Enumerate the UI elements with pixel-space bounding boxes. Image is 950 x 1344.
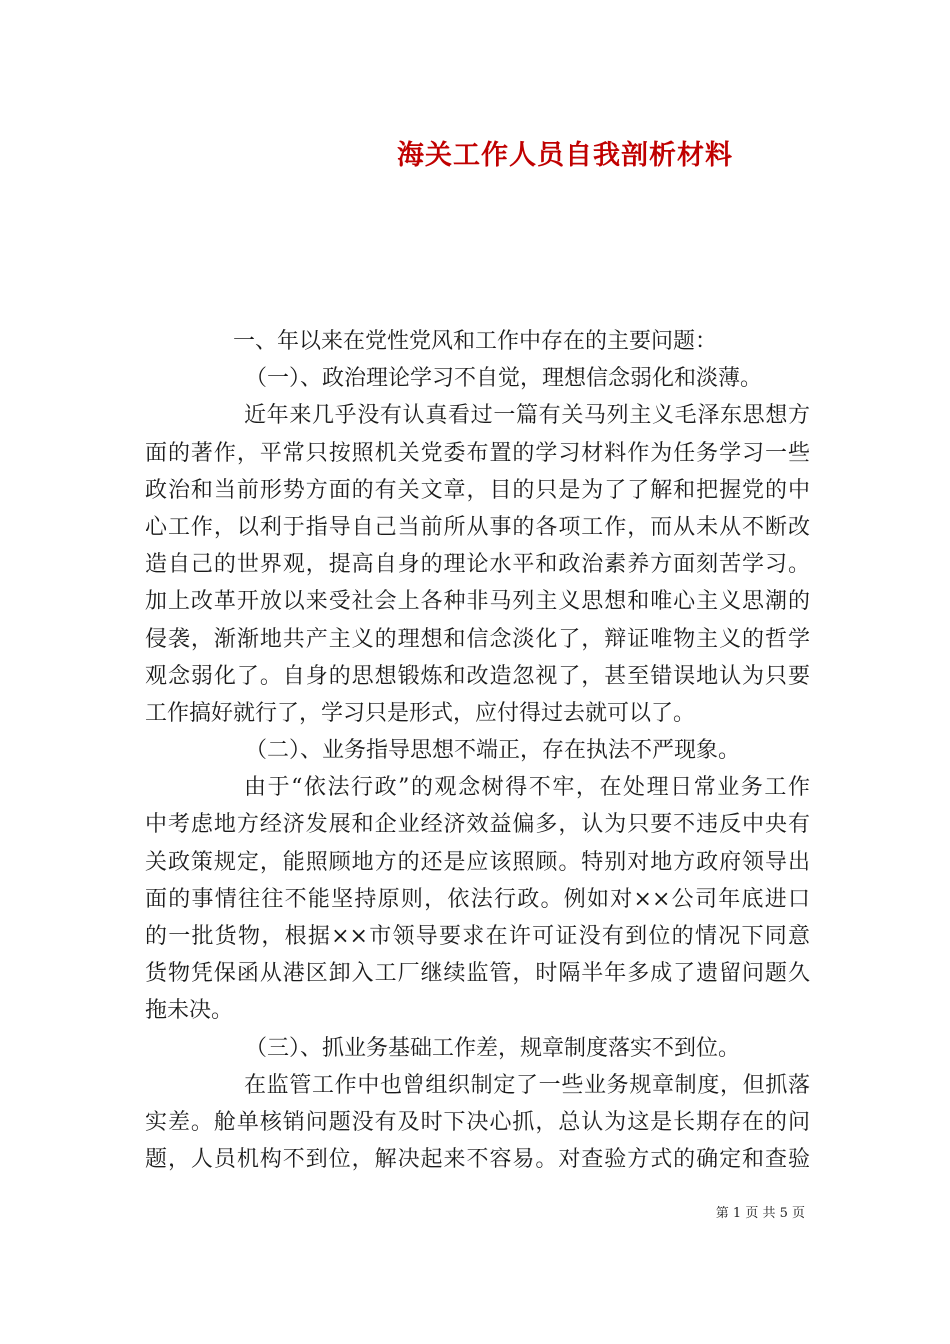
paragraph-line: 侵袭，渐渐地共产主义的理想和信念淡化了，辩证唯物主义的哲学 (145, 626, 810, 652)
paragraph-line: 加上改革开放以来受社会上各种非马列主义思想和唯心主义思潮的 (145, 589, 810, 615)
paragraph-line: 政治和当前形势方面的有关文章，目的只是为了了解和把握党的中 (145, 477, 810, 503)
paragraph-line: 中考虑地方经济发展和企业经济效益偏多，认为只要不违反中央有 (145, 812, 810, 838)
page-number-footer: 第 1 页 共 5 页 (715, 1206, 805, 1221)
paragraph-line: 题，人员机构不到位，解决起来不容易。对查验方式的确定和查验 (145, 1147, 810, 1173)
paragraph-line: 关政策规定，能照顾地方的还是应该照顾。特别对地方政府领导出 (145, 849, 810, 875)
paragraph-line: 观念弱化了。自身的思想锻炼和改造忽视了，甚至错误地认为只要 (145, 663, 810, 689)
page-title: 海关工作人员自我剖析材料 (397, 140, 733, 171)
paragraph-line: 由于“依法行政”的观念树得不牢，在处理日常业务工作 (244, 775, 810, 801)
paragraph-line: 实差。舱单核销问题没有及时下决心抓，总认为这是长期存在的问 (145, 1109, 810, 1135)
paragraph-line: 在监管工作中也曾组织制定了一些业务规章制度，但抓落 (244, 1072, 810, 1098)
document-body (145, 323, 810, 1178)
paragraph-line: 工作搞好就行了，学习只是形式，应付得过去就可以了。 (145, 700, 696, 726)
paragraph-line: 的一批货物，根据××市领导要求在许可证没有到位的情况下同意 (145, 924, 810, 949)
paragraph-line: 造自己的世界观，提高自身的理论水平和政治素养方面刻苦学习。 (145, 552, 810, 578)
paragraph-line: 近年来几乎没有认真看过一篇有关马列主义毛泽东思想方 (244, 403, 810, 429)
paragraph-line: 心工作，以利于指导自己当前所从事的各项工作，而从未从不断改 (145, 514, 810, 540)
section-heading: 一、年以来在党性党风和工作中存在的主要问题： (233, 329, 718, 354)
paragraph-line: 货物凭保函从港区卸入工厂继续监管，时隔半年多成了遗留问题久 (145, 961, 810, 987)
subsection-heading: （二）、业务指导思想不端正，存在执法不严现象。 (245, 738, 741, 764)
paragraph-line: 拖未决。 (145, 998, 234, 1024)
subsection-heading: （一）、政治理论学习不自觉，理想信念弱化和淡薄。 (245, 366, 763, 392)
subsection-heading: （三）、抓业务基础工作差，规章制度落实不到位。 (245, 1035, 741, 1061)
paragraph-line: 面的著作，平常只按照机关党委布置的学习材料作为任务学习一些 (145, 440, 810, 466)
paragraph-line: 面的事情往往不能坚持原则，依法行政。例如对××公司年底进口 (145, 886, 810, 912)
